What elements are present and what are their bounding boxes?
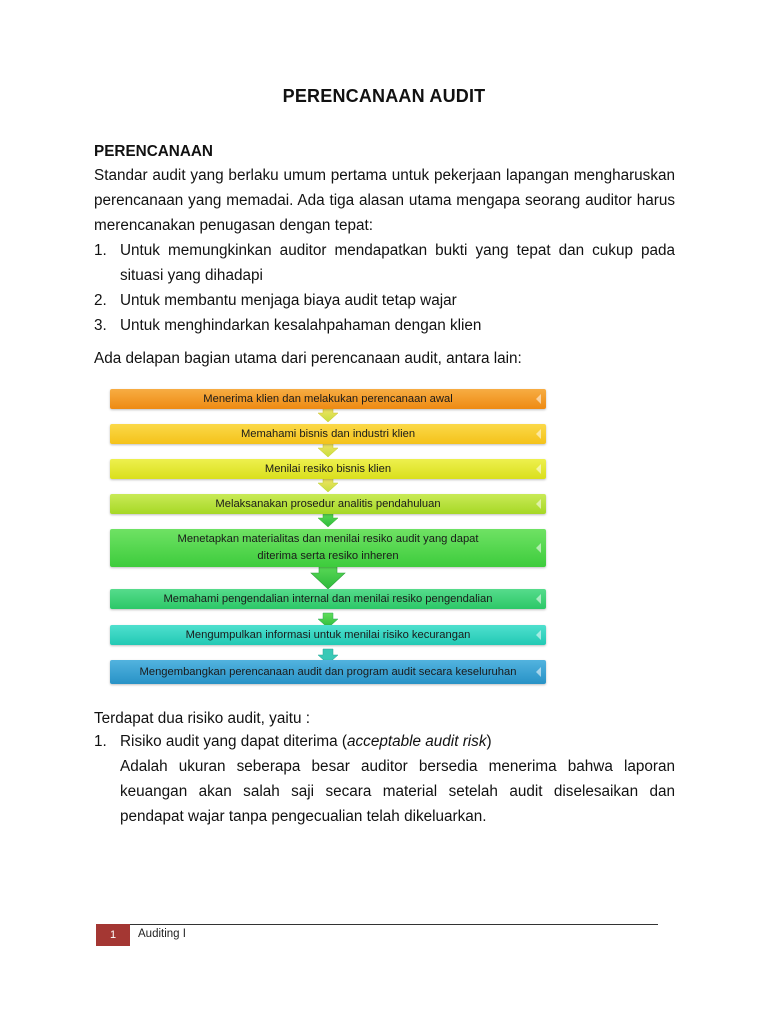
step-marker-icon xyxy=(536,394,541,404)
flow-step-2 xyxy=(110,424,546,444)
flow-step-4 xyxy=(110,494,546,514)
footer-label: Auditing I xyxy=(138,928,186,940)
flow-step-label: Menilai resiko bisnis klien xyxy=(264,462,392,475)
flow-step-label: Memahami bisnis dan industri klien xyxy=(240,427,416,440)
list-item xyxy=(94,288,675,313)
list-item-number: 3. xyxy=(94,317,107,334)
flow-step-8 xyxy=(110,660,546,684)
risk-item-italic: acceptable audit risk xyxy=(347,733,487,750)
risk-list xyxy=(94,729,675,829)
list-item-description xyxy=(94,754,675,829)
connector-arrow xyxy=(318,477,338,492)
step-marker-icon xyxy=(536,630,541,640)
eight-parts-intro: Ada delapan bagian utama dari perencanaan audit, antara lain: xyxy=(94,350,522,367)
step-marker-icon xyxy=(536,464,541,474)
audit-planning-flowchart xyxy=(108,387,548,691)
risk-item-suffix: ) xyxy=(486,733,492,750)
reasons-list xyxy=(94,238,675,338)
list-item-number: 1. xyxy=(94,242,107,259)
footer-rule xyxy=(130,924,658,925)
connector-arrow xyxy=(318,512,338,527)
flow-step-3 xyxy=(110,459,546,479)
step-marker-icon xyxy=(536,429,541,439)
step-marker-icon xyxy=(536,594,541,604)
flow-step-label: Menetapkan materialitas dan menilai resiko audit yang dapat diterima serta resiko inheren xyxy=(177,533,479,562)
list-item xyxy=(94,729,675,754)
page-title: PERENCANAAN AUDIT xyxy=(282,86,486,106)
flow-step-label: Menerima klien dan melakukan perencanaan awal xyxy=(203,392,453,405)
flow-step-label: Mengumpulkan informasi untuk menilai risiko kecurangan xyxy=(185,628,471,641)
step-marker-icon xyxy=(536,667,541,677)
section-heading: PERENCANAAN xyxy=(94,143,213,160)
list-item-number: 1. xyxy=(94,733,107,750)
flow-step-5 xyxy=(110,529,546,567)
step-marker-icon xyxy=(536,543,541,553)
flow-step-6 xyxy=(110,589,546,609)
flow-step-label: Mengembangkan perencanaan audit dan program audit secara keseluruhan xyxy=(139,665,517,678)
flow-step-7 xyxy=(110,625,546,645)
list-item xyxy=(94,238,675,288)
list-item-text: Untuk menghindarkan kesalahpahaman dengan klien xyxy=(120,317,482,334)
flow-step-label: Melaksanakan prosedur analitis pendahuluan xyxy=(215,497,441,510)
intro-paragraph: Standar audit yang berlaku umum pertama untuk pekerjaan lapangan mengharuskan perencanaan yang memadai. Ada tiga alasan utama mengapa seorang auditor harus merencanakan penugasan dengan tepat: xyxy=(94,167,675,234)
risk-item-title xyxy=(120,733,492,750)
list-item xyxy=(94,313,675,338)
flow-step-label: Memahami pengendalian internal dan menilai resiko pengendalian xyxy=(163,592,493,605)
connector-arrow xyxy=(318,407,338,422)
connector-arrow xyxy=(318,442,338,457)
list-item-number: 2. xyxy=(94,292,107,309)
page-number: 1 xyxy=(109,929,117,941)
step-marker-icon xyxy=(536,499,541,509)
risk-item-description: Adalah ukuran seberapa besar auditor bersedia menerima bahwa laporan keuangan akan salah saji secara material setelah audit diselesaikan dan pendapat wajar tanpa pengecualian telah dikeluarkan. xyxy=(120,758,675,825)
risk-item-prefix: Risiko audit yang dapat diterima ( xyxy=(120,733,348,750)
page-number-badge xyxy=(96,924,130,946)
list-item-text: Untuk memungkinkan auditor mendapatkan bukti yang tepat dan cukup pada situasi yang dihadapi xyxy=(120,242,675,284)
flow-step-1 xyxy=(110,389,546,409)
list-item-text: Untuk membantu menjaga biaya audit tetap wajar xyxy=(120,292,457,309)
risk-intro: Terdapat dua risiko audit, yaitu : xyxy=(94,710,310,727)
